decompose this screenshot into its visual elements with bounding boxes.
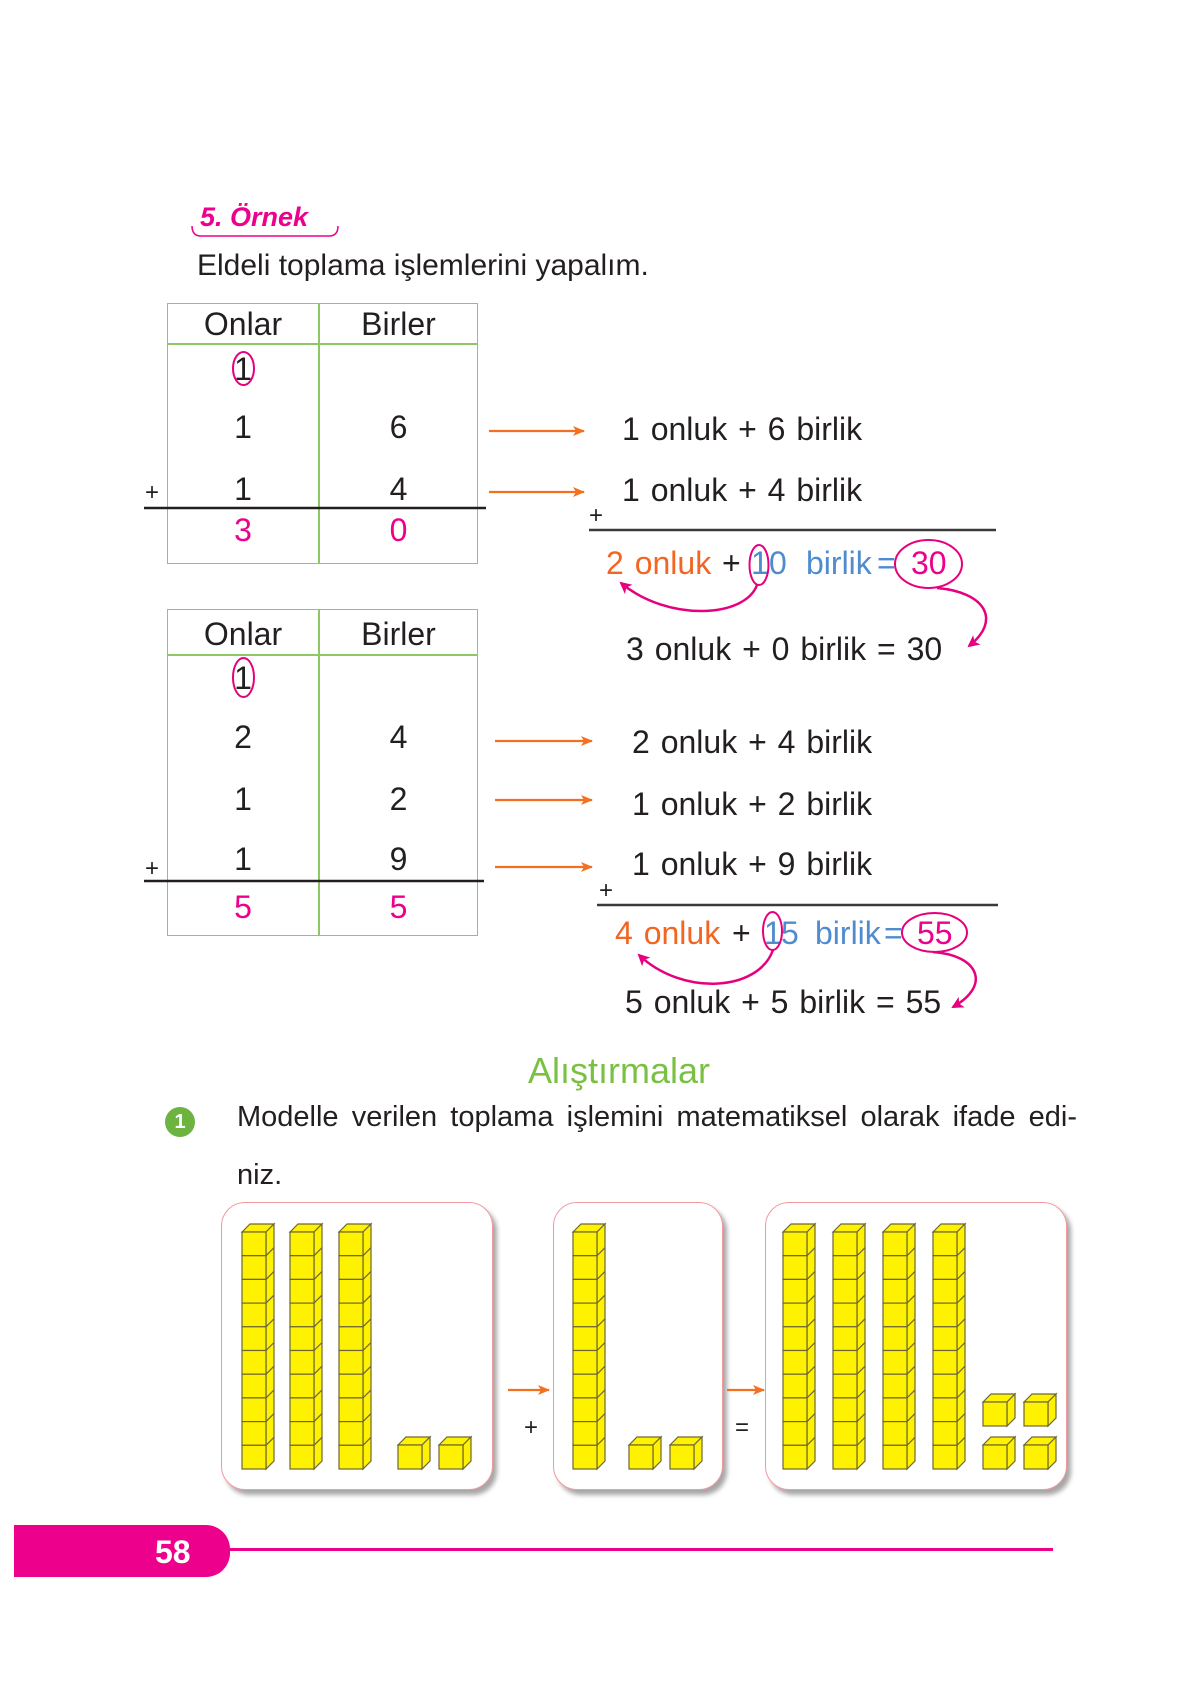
example-instruction: Eldeli toplama işlemlerini yapalım. xyxy=(197,249,649,282)
final-expression: 3 onluk + 0 birlik = 30 xyxy=(626,631,943,667)
row-2-tens: 1 xyxy=(234,471,252,507)
carry-digit: 1 xyxy=(234,351,252,387)
plus-sign: + xyxy=(145,855,160,882)
unit-cube-icon xyxy=(670,1437,702,1469)
plus-sign: + xyxy=(145,479,160,506)
unit-cube-icon xyxy=(398,1437,430,1469)
example-title: 5. Örnek xyxy=(200,202,309,232)
model-box-addend-2 xyxy=(553,1202,723,1490)
ten-rod-icon xyxy=(242,1224,274,1469)
model-box-addend-1 xyxy=(221,1202,493,1490)
sum-tens: 2 onluk xyxy=(606,545,712,581)
sum-carry-digit: 1 xyxy=(764,915,782,951)
row-1-tens: 2 xyxy=(234,719,252,755)
sum-carry-digit: 1 xyxy=(751,545,769,581)
sum-ones-label: birlik xyxy=(815,915,881,951)
ten-rod-icon xyxy=(339,1224,371,1469)
sum-equals: = xyxy=(877,545,896,581)
expansion-line-1: 2 onluk + 4 birlik xyxy=(632,724,873,760)
header-tens: Onlar xyxy=(203,306,283,342)
sum-ones-digit: 0 xyxy=(769,545,787,581)
result-tens: 5 xyxy=(234,889,252,925)
unit-cube-icon xyxy=(629,1437,661,1469)
row-1-ones: 6 xyxy=(389,409,408,445)
carry-arrow-icon xyxy=(621,583,757,611)
table-frame xyxy=(167,609,478,936)
page-number: 58 xyxy=(155,1534,191,1570)
header-divider xyxy=(167,654,478,656)
plus-operator: + xyxy=(524,1414,539,1441)
header-ones: Birler xyxy=(361,616,436,652)
page-number-tab xyxy=(14,1525,230,1577)
expansion-line-2: 1 onluk + 2 birlik xyxy=(632,786,873,822)
sum-plus: + xyxy=(732,915,751,951)
total-arrow-icon xyxy=(937,588,986,646)
ten-rod-icon xyxy=(783,1224,815,1469)
sum-equals: = xyxy=(884,915,903,951)
expansion-line-1: 1 onluk + 6 birlik xyxy=(622,411,863,447)
exercises-heading: Alıştırmalar xyxy=(528,1050,711,1091)
equals-operator: = xyxy=(735,1414,750,1441)
sum-tens: 4 onluk xyxy=(615,915,721,951)
ten-rod-icon xyxy=(883,1224,915,1469)
final-expression: 5 onluk + 5 birlik = 55 xyxy=(625,984,942,1020)
ten-rod-icon xyxy=(290,1224,322,1469)
carry-arrow-icon xyxy=(639,950,773,984)
exercise-text-line-2: niz. xyxy=(237,1159,283,1191)
row-1-tens: 1 xyxy=(234,409,252,445)
result-ones: 5 xyxy=(389,889,408,925)
expansion-line-2: 1 onluk + 4 birlik xyxy=(622,472,863,508)
header-ones: Birler xyxy=(361,306,436,342)
plus-sign: + xyxy=(589,502,604,529)
footer-rule xyxy=(230,1548,1053,1551)
row-2-ones: 4 xyxy=(389,471,408,507)
unit-cube-icon xyxy=(1024,1437,1056,1469)
unit-cube-icon xyxy=(983,1437,1015,1469)
sum-plus: + xyxy=(722,545,741,581)
unit-cube-icon xyxy=(983,1394,1015,1426)
expansion-line-3: 1 onluk + 9 birlik xyxy=(632,846,873,882)
row-3-ones: 9 xyxy=(389,841,408,877)
unit-cube-icon xyxy=(1024,1394,1056,1426)
unit-cube-icon xyxy=(439,1437,471,1469)
model-box-sum xyxy=(765,1202,1067,1490)
ten-rod-icon xyxy=(933,1224,965,1469)
sum-total: 30 xyxy=(911,545,947,581)
result-tens: 3 xyxy=(234,512,252,548)
header-divider xyxy=(167,343,478,345)
sum-total: 55 xyxy=(917,915,953,951)
row-2-tens: 1 xyxy=(234,781,252,817)
row-3-tens: 1 xyxy=(234,841,252,877)
row-1-ones: 4 xyxy=(389,719,408,755)
exercise-number-badge: 1 xyxy=(165,1107,195,1137)
plus-sign: + xyxy=(599,877,614,904)
sum-ones-digit: 5 xyxy=(781,915,799,951)
result-ones: 0 xyxy=(389,512,408,548)
exercise-text-line-1: Modelle verilen toplama işlemini matematiksel olarak ifade edi- xyxy=(237,1101,1077,1133)
header-tens: Onlar xyxy=(203,616,283,652)
row-2-ones: 2 xyxy=(389,781,408,817)
sum-ones-label: birlik xyxy=(806,545,872,581)
ten-rod-icon xyxy=(833,1224,865,1469)
carry-digit: 1 xyxy=(234,660,252,696)
ten-rod-icon xyxy=(573,1224,605,1469)
column-divider xyxy=(318,609,320,936)
